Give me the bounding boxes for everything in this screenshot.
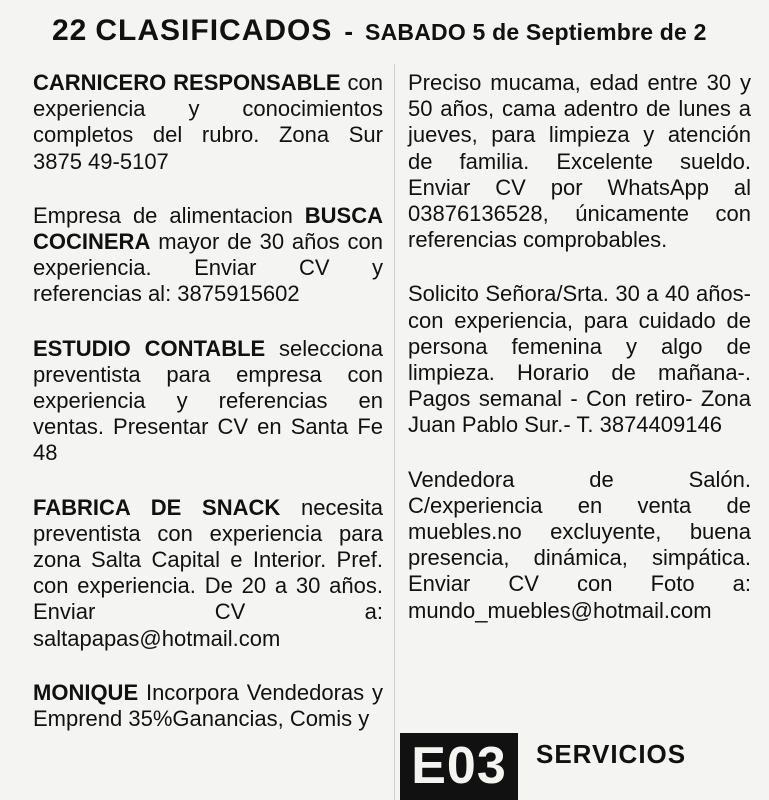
column-divider [394,64,395,800]
ad-body: con experiencia y conocimientos completos del rubro. Zona Sur 3875 49-5107 [33,70,383,174]
classified-ad [408,281,751,438]
page-number: 22 [52,14,88,47]
ad-headline: CARNICERO RESPONSABLE [33,70,341,95]
left-column [33,70,383,760]
classified-ad [33,680,383,732]
classified-ad [33,336,383,467]
ad-body: Vendedora de Salón. C/experiencia en venta de muebles.no excluyente, buena presencia, dinámica, simpática. Enviar CV con Foto a: mundo_muebles@hotmail.com [408,466,751,623]
classified-ad [408,70,751,253]
ad-body: Incorpora Vendedoras y Emprend 35%Ganancias, Comis y [33,679,383,732]
header-separator: - [344,16,354,46]
section-title: CLASIFICADOS [95,14,333,47]
classified-ad [33,203,383,308]
ad-headline: MONIQUE [33,679,139,705]
ad-headline: FABRICA DE SNACK [33,494,281,520]
classified-ad [33,495,383,652]
ad-body: necesita preventista con experiencia para zona Salta Capital e Interior. Pref. con experiencia. De 20 a 30 años. Enviar CV a: saltapapas@hotmail.com [33,494,383,651]
ad-body: selecciona preventista para empresa con experiencia y referencias en ventas. Presentar CV en Santa Fe 48 [33,335,383,466]
ad-body: Solicito Señora/Srta. 30 a 40 años- con experiencia, para cuidado de persona femenina y algo de limpieza. Horario de mañana-. Pagos semanal - Con retiro- Zona Juan Pablo Sur.- T. 3874409146 [408,281,751,438]
ad-body: mayor de 30 años con experiencia. Enviar CV y referencias al: 3875915602 [33,229,383,307]
section-code: E03 [400,733,518,800]
ad-body: Preciso mucama, edad entre 30 y 50 años, cama adentro de lunes a jueves, para limpieza y atención de familia. Excelente sueldo. Enviar CV por WhatsApp al 03876136528, únicamente con referencias comprobables. [408,70,751,253]
ad-headline: ESTUDIO CONTABLE [33,335,266,361]
classified-ad [33,70,383,175]
ad-headline: BUSCA COCINERA [33,202,383,255]
classified-ad [408,467,751,624]
section-label: SERVICIOS [536,739,687,769]
right-column [408,70,751,652]
publication-date: SABADO 5 de Septiembre de 2 [365,19,707,45]
ad-intro: Empresa de alimentacion [33,202,305,228]
section-heading [400,733,769,800]
page-header [52,14,769,56]
